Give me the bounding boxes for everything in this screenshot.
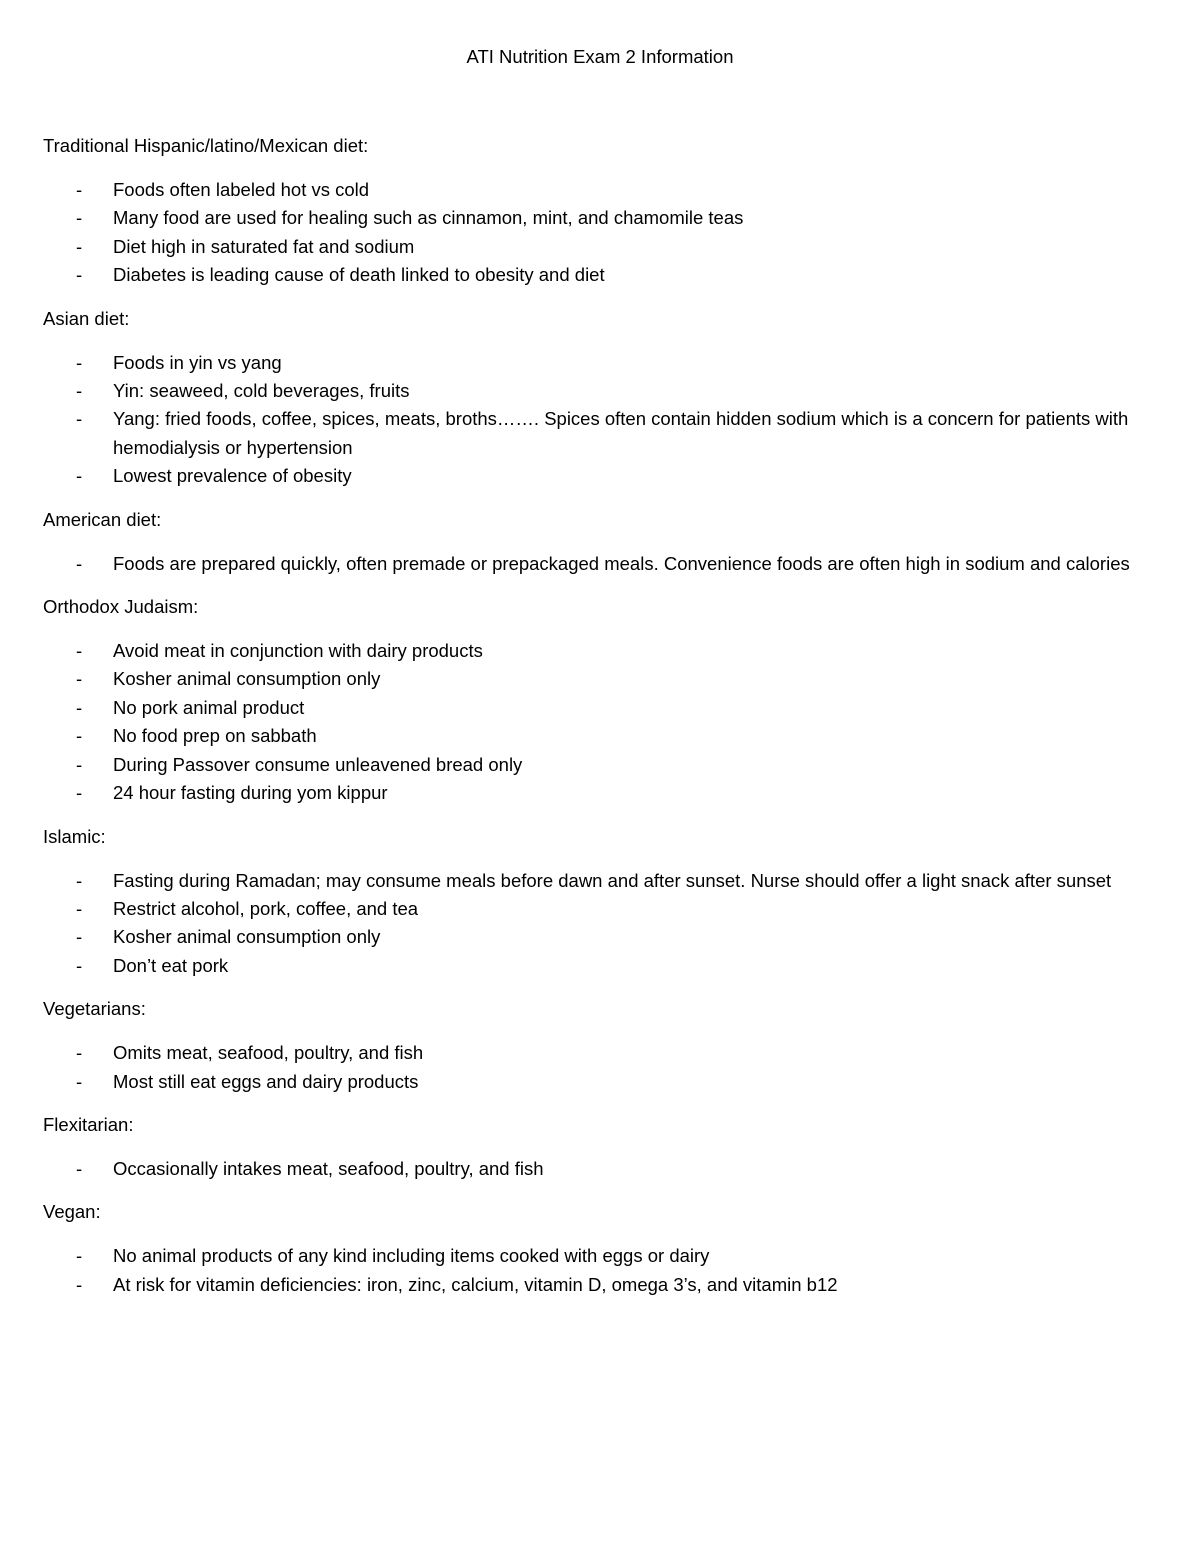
document-title: ATI Nutrition Exam 2 Information — [466, 46, 734, 67]
section-heading: Orthodox Judaism: — [43, 596, 199, 618]
bullet-list — [43, 176, 1158, 290]
list-item-text: Don’t eat pork — [113, 954, 229, 976]
dash-bullet-icon: - — [76, 1042, 83, 1064]
list-item — [43, 462, 1158, 490]
bullet-list — [43, 1039, 1158, 1096]
section-heading: Asian diet: — [43, 307, 130, 329]
bullet-list — [43, 1155, 1158, 1183]
section-heading: Vegan: — [43, 1201, 101, 1223]
dash-bullet-icon: - — [76, 465, 83, 487]
list-item — [43, 637, 1158, 665]
dash-bullet-icon: - — [76, 954, 83, 976]
dash-bullet-icon: - — [76, 782, 83, 804]
list-item-text: At risk for vitamin deficiencies: iron, zinc, calcium, vitamin D, omega 3’s, and vitamin b12 — [113, 1273, 838, 1295]
section — [43, 1111, 1158, 1183]
list-item — [43, 1271, 1158, 1299]
list-item-text: Yin: seaweed, cold beverages, fruits — [113, 380, 410, 402]
dash-bullet-icon: - — [76, 552, 83, 574]
dash-bullet-icon: - — [76, 1157, 83, 1179]
list-item-text: Foods in yin vs yang — [113, 351, 282, 373]
list-item — [43, 751, 1158, 779]
list-item-text: No animal products of any kind including items cooked with eggs or dairy — [113, 1245, 710, 1267]
list-item — [43, 204, 1158, 232]
dash-bullet-icon: - — [76, 640, 83, 662]
list-item — [43, 779, 1158, 807]
list-item-text: No food prep on sabbath — [113, 725, 317, 747]
bullet-list — [43, 550, 1158, 578]
list-item-text: Fasting during Ramadan; may consume meals before dawn and after sunset. Nurse should offer a light snack after sunset — [113, 869, 1112, 891]
list-item-text: Diet high in saturated fat and sodium — [113, 235, 415, 257]
list-item — [43, 867, 1158, 895]
list-item-text: Many food are used for healing such as cinnamon, mint, and chamomile teas — [113, 207, 744, 229]
list-item — [43, 923, 1158, 951]
list-item-text: Restrict alcohol, pork, coffee, and tea — [113, 897, 419, 919]
section-heading: Flexitarian: — [43, 1113, 134, 1135]
list-item — [43, 952, 1158, 980]
dash-bullet-icon: - — [76, 753, 83, 775]
dash-bullet-icon: - — [76, 696, 83, 718]
bullet-list — [43, 867, 1158, 981]
list-item — [43, 405, 1158, 462]
document-body — [43, 132, 1158, 1314]
list-item-text: During Passover consume unleavened bread only — [113, 753, 523, 775]
dash-bullet-icon: - — [76, 668, 83, 690]
list-item — [43, 694, 1158, 722]
list-item-text: Most still eat eggs and dairy products — [113, 1070, 419, 1092]
section-heading: Islamic: — [43, 825, 106, 847]
list-item-text: No pork animal product — [113, 696, 305, 718]
list-item-text: Yang: fried foods, coffee, spices, meats, broths……. Spices often contain hidden sodium which is a concern for patients with hemodialysis or hypertension — [113, 408, 1129, 458]
list-item — [43, 550, 1158, 578]
dash-bullet-icon: - — [76, 264, 83, 286]
section-heading: Vegetarians: — [43, 998, 146, 1020]
list-item — [43, 349, 1158, 377]
list-item — [43, 665, 1158, 693]
list-item — [43, 377, 1158, 405]
list-item-text: Foods often labeled hot vs cold — [113, 179, 370, 200]
list-item — [43, 261, 1158, 289]
bullet-list — [43, 349, 1158, 491]
section — [43, 132, 1158, 290]
list-item-text: 24 hour fasting during yom kippur — [113, 782, 388, 804]
dash-bullet-icon: - — [76, 897, 83, 919]
section — [43, 823, 1158, 981]
list-item-text: Diabetes is leading cause of death linked to obesity and diet — [113, 264, 605, 286]
list-item — [43, 1068, 1158, 1096]
list-item-text: Kosher animal consumption only — [113, 668, 381, 690]
dash-bullet-icon: - — [76, 207, 83, 229]
dash-bullet-icon: - — [76, 235, 83, 257]
section — [43, 1198, 1158, 1299]
list-item-text: Foods are prepared quickly, often premade or prepackaged meals. Convenience foods are often high in sodium and calories — [113, 552, 1130, 574]
dash-bullet-icon: - — [76, 380, 83, 402]
dash-bullet-icon: - — [76, 926, 83, 948]
list-item-text: Occasionally intakes meat, seafood, poultry, and fish — [113, 1157, 544, 1179]
bullet-list — [43, 637, 1158, 807]
dash-bullet-icon: - — [76, 725, 83, 747]
dash-bullet-icon: - — [76, 351, 83, 373]
list-item — [43, 1155, 1158, 1183]
list-item — [43, 233, 1158, 261]
list-item — [43, 1242, 1158, 1270]
list-item — [43, 722, 1158, 750]
list-item — [43, 176, 1158, 204]
dash-bullet-icon: - — [76, 1273, 83, 1295]
list-item-text: Omits meat, seafood, poultry, and fish — [113, 1042, 424, 1064]
dash-bullet-icon: - — [76, 1070, 83, 1092]
section — [43, 305, 1158, 491]
list-item — [43, 1039, 1158, 1067]
dash-bullet-icon: - — [76, 179, 83, 200]
dash-bullet-icon: - — [76, 408, 83, 430]
dash-bullet-icon: - — [76, 869, 83, 891]
section-heading: Traditional Hispanic/latino/Mexican diet: — [43, 135, 369, 156]
bullet-list — [43, 1242, 1158, 1299]
section — [43, 995, 1158, 1096]
section-heading: American diet: — [43, 508, 162, 530]
list-item-text: Kosher animal consumption only — [113, 926, 381, 948]
list-item-text: Avoid meat in conjunction with dairy products — [113, 640, 483, 662]
dash-bullet-icon: - — [76, 1245, 83, 1267]
list-item-text: Lowest prevalence of obesity — [113, 465, 352, 487]
section — [43, 506, 1158, 578]
section — [43, 593, 1158, 807]
list-item — [43, 895, 1158, 923]
